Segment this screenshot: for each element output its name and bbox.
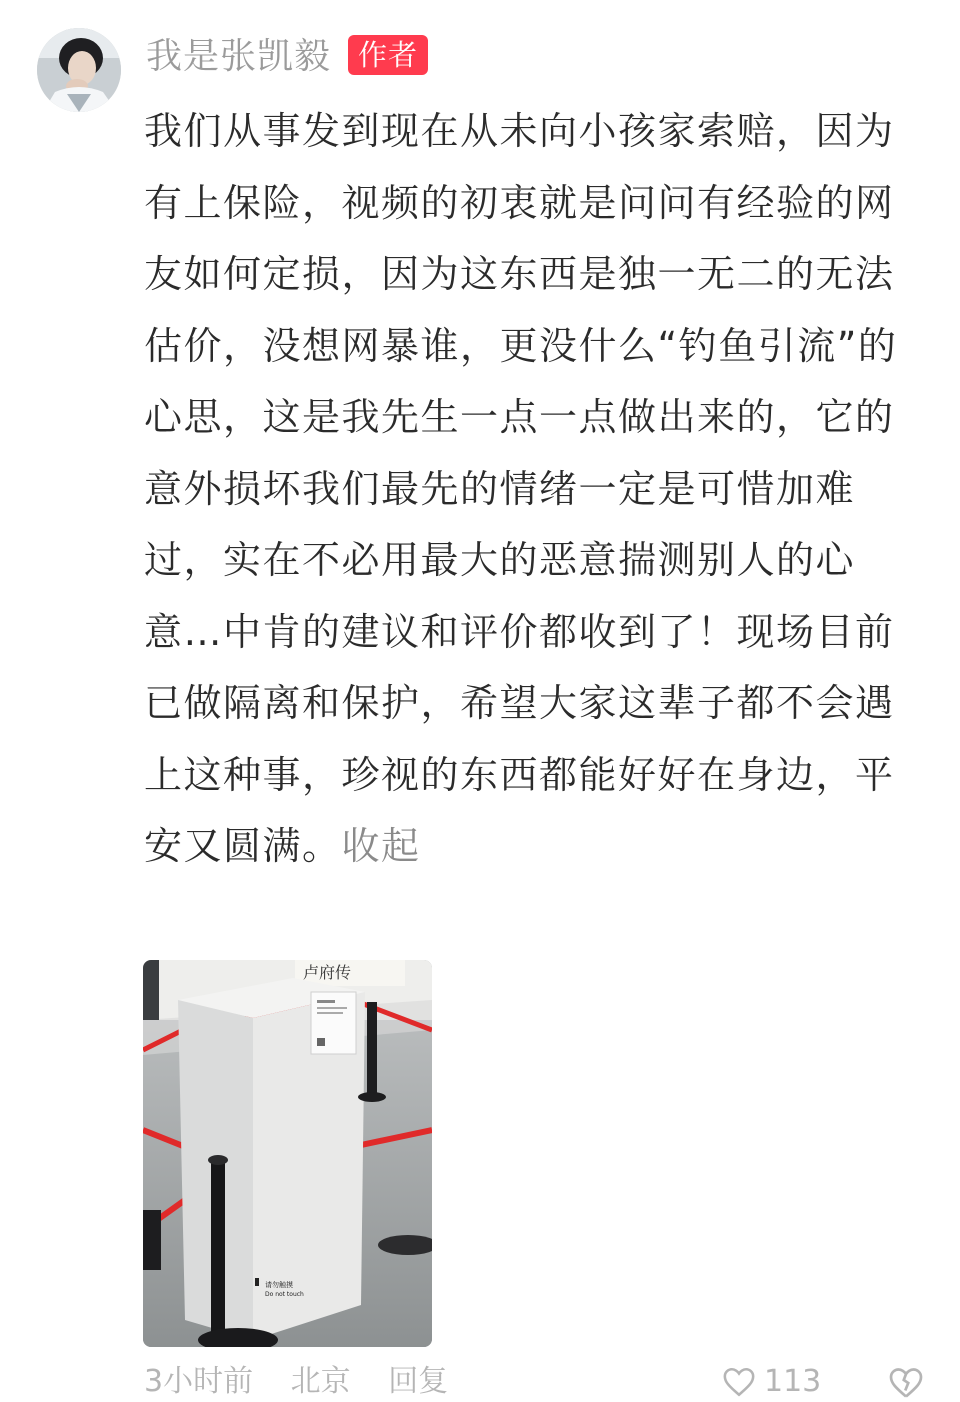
comment-text — [144, 96, 914, 883]
sign-text-en: Do not touch — [265, 1291, 304, 1298]
sign-text: 请勿触摸 — [265, 1281, 293, 1289]
comment-time: 3小时前 — [144, 1364, 254, 1399]
comment-location: 北京 — [290, 1364, 351, 1399]
comment-body: 我们从事发到现在从未向小孩家索赔，因为有上保险，视频的初衷就是问问有经验的网友如何定损，因为这东西是独一无二的无法估价，没想网暴谁，更没什么“钓鱼引流”的心思，这是我先生一点一点做出来的，它的意外损坏我们最先的情绪一定是可惜加难过，实在不必用最大的恶意揣测别人的心意…中肯的建议和评价都收到了！现场目前已做隔离和保护，希望大家这辈子都不会遇上这种事，珍视的东西都能好好在身边，平安又圆满。 — [144, 109, 898, 868]
heart-icon — [722, 1365, 756, 1399]
author-badge: 作者 — [348, 35, 428, 75]
like-count: 113 — [764, 1364, 822, 1399]
comment-author-name[interactable]: 我是张凯毅 — [146, 36, 332, 77]
reply-button[interactable]: 回复 — [388, 1364, 449, 1399]
comment-meta — [144, 1362, 476, 1402]
comment-photo[interactable] — [143, 960, 432, 1347]
broken-heart-icon[interactable] — [888, 1365, 924, 1401]
like-button[interactable] — [722, 1362, 821, 1402]
calligraphy-text: 卢府传 — [303, 963, 352, 982]
avatar[interactable] — [37, 28, 121, 112]
collapse-link[interactable]: 收起 — [341, 824, 421, 868]
